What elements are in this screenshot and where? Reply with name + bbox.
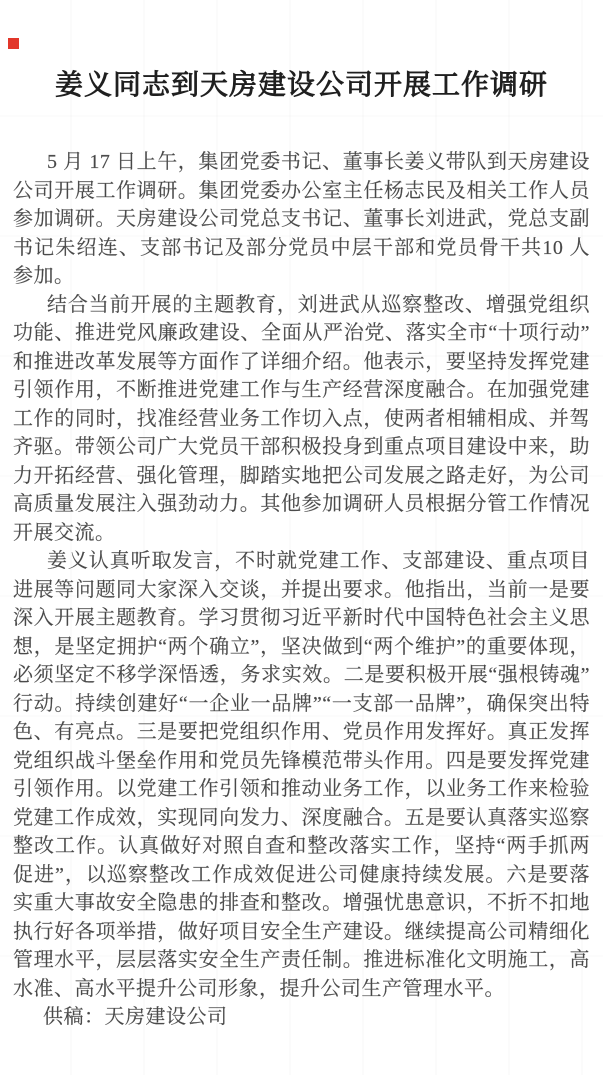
byline: 供稿：天房建设公司 [43, 1006, 228, 1028]
article-paragraph-2: 结合当前开展的主题教育，刘进武从巡察整改、增强党组织功能、推进党风廉政建设、全面从严治党、落实全市“十项行动”和推进改革发展等方面作了详细介绍。他表示，要坚持发挥党建引领作用，不断推进党建工作与生产经营深度融合。在加强党建工作的同时，找准经营业务工作切入点，使两者相辅相成、并驾齐驱。带领公司广大党员干部积极投身到重点项目建设中来，助力开拓经营、强化管理，脚踏实地把公司发展之路走好，为公司高质量发展注入强劲动力。其他参加调研人员根据分管工作情况开展交流。 [13, 293, 590, 544]
article-paragraph-3: 姜义认真听取发言，不时就党建工作、支部建设、重点项目进展等问题同大家深入交谈，并提出要求。他指出，当前一是要深入开展主题教育。学习贯彻习近平新时代中国特色社会主义思想，是坚定拥护“两个确立”，坚决做到“两个维护”的重要体现，必须坚定不移学深悟透，务求实效。二是要积极开展“强根铸魂”行动。持续创建好“一企业一品牌”“一支部一品牌”，确保突出特色、有亮点。三是要把党组织作用、党员作用发挥好。真正发挥党组织战斗堡垒作用和党员先锋模范带头作用。四是要发挥党建引领作用。以党建工作引领和推动业务工作，以业务工作来检验党建工作成效，实现同向发力、深度融合。五是要认真落实巡察整改工作。认真做好对照自查和整改落实工作，坚持“两手抓两促进”，以巡察整改工作成效促进公司健康持续发展。六是要落实重大事故安全隐患的排查和整改。增强忧患意识，不折不扣地执行好各项举措，做好项目安全生产建设。继续提高公司精细化管理水平，层层落实安全生产责任制。推进标准化文明施工，高水准、高水平提升公司形象，提升公司生产管理水平。 [13, 550, 590, 1000]
red-marker-icon [8, 38, 19, 49]
article-title: 姜义同志到天房建设公司开展工作调研 [54, 70, 548, 101]
article-body [0, 148, 603, 1032]
article-paragraph-1: 5 月 17 日上午，集团党委书记、董事长姜义带队到天房建设公司开展工作调研。集团党委办公室主任杨志民及相关工作人员参加调研。天房建设公司党总支书记、董事长刘进武，党总支副书记朱绍连、支部书记及部分党员中层干部和党员骨干共10 人参加。 [13, 151, 590, 287]
